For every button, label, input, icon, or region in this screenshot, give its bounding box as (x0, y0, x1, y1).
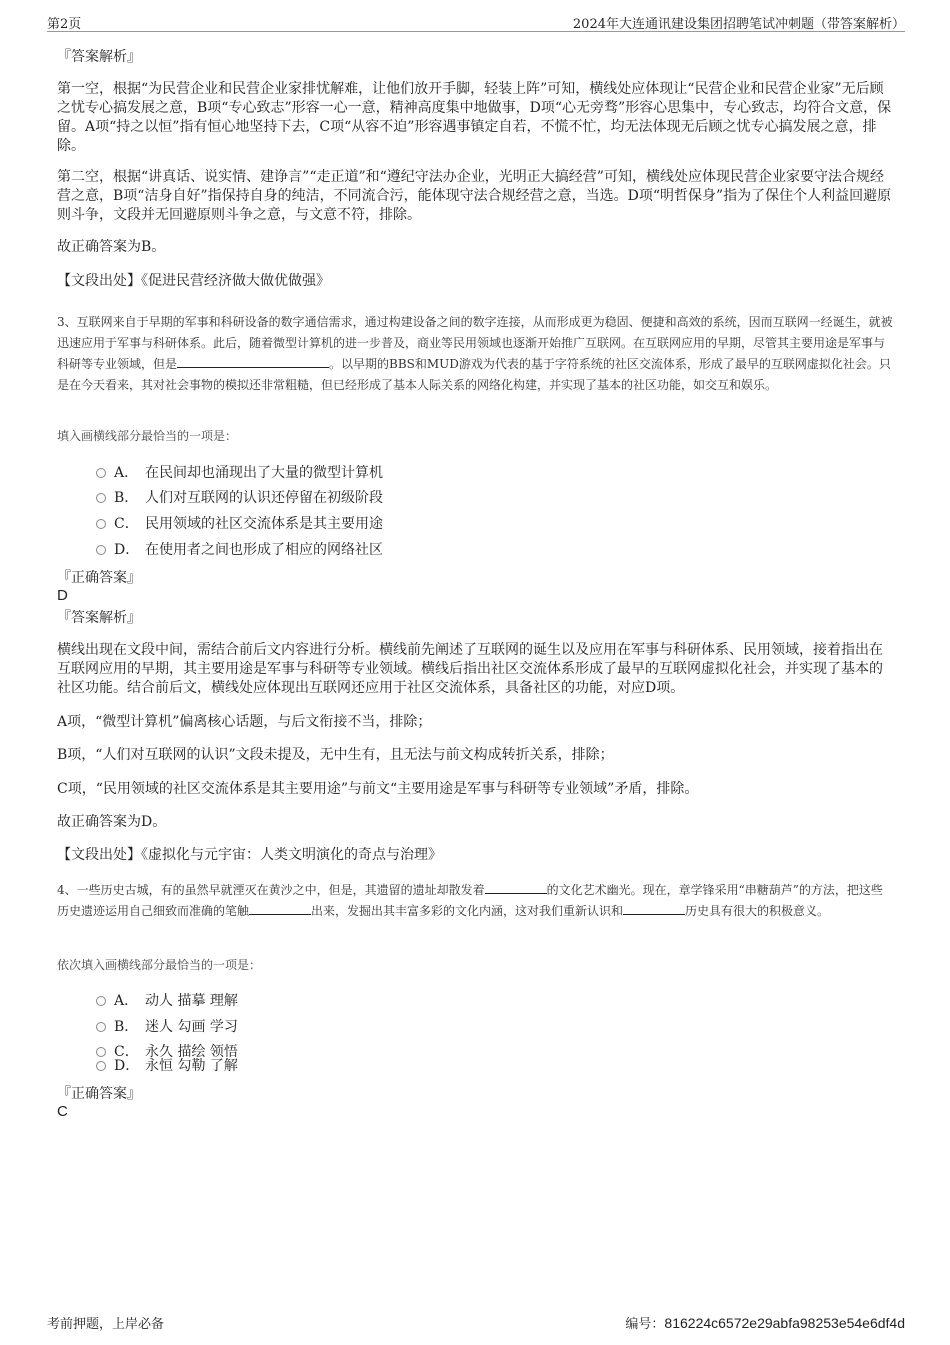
q3-blank (177, 356, 329, 368)
q4-correct-answer: C (57, 1103, 68, 1120)
q3-analysis-b: B项，“人们对互联网的认识”文段未提及，无中生有，且无法与前文构成转折关系，排除； (57, 747, 614, 763)
page-footer (47, 1313, 905, 1331)
q2-analysis-para-2: 第二空，根据“讲真话、说实情、建诤言”“走正道”和“遵纪守法办企业，光明正大搞经营”可知，横线处应体现民营企业家要守法合规经营之意，B项“洁身自好”指保持自身的纯洁，不同流合污，能体现守法合规经营之意，当选。D项“明哲保身”指为了保住个人利益回避原则斗争，文段并无回避原则斗争之意，与文意不符，排除。 (57, 169, 892, 223)
document-code: 816224c6572e29abfa98253e54e6df4d (664, 1315, 905, 1331)
q3-conclusion: 故正确答案为D。 (57, 814, 167, 830)
q3-analysis-a: A项，“微型计算机”偏离核心话题，与后文衔接不当，排除； (57, 714, 432, 730)
q4-option-b[interactable]: B． 迷人 勾画 学习 (96, 1018, 238, 1036)
q4-option-a[interactable]: A． 动人 描摹 理解 (96, 992, 238, 1010)
q3-analysis-c: C项，“民用领域的社区交流体系是其主要用途”与前文“主要用途是军事与科研等专业领域”矛盾，排除。 (57, 781, 699, 797)
q4-blank-2 (249, 903, 311, 915)
q4-ask: 依次填入画横线部分最恰当的一项是： (57, 958, 262, 972)
q4-blank-3 (623, 903, 685, 915)
q3-ask: 填入画横线部分最恰当的一项是： (57, 429, 238, 443)
radio-icon[interactable] (96, 519, 106, 529)
q2-source: 【文段出处】《促进民营经济做大做优做强》 (57, 273, 330, 289)
q3-stem-after: 。以早期的BBS和MUD游戏为代表的基于字符系统的社区交流体系，形成了最早的互联网虚拟化社会。只是在今天看来，其对社会事物的模拟还非常粗糙，但已经形成了基本人际关系的网络化构建，并实现了基本的社区功能，如交互和娱乐。 (57, 357, 891, 392)
q3-analysis-label: 『答案解析』 (57, 610, 141, 626)
q3-option-b[interactable]: B． 人们对互联网的认识还停留在初级阶段 (96, 489, 383, 507)
radio-icon[interactable] (96, 996, 106, 1006)
q2-analysis-para-1: 第一空，根据“为民营企业和民营企业家排忧解难，让他们放开手脚，轻装上阵”可知，横线处应体现让“民营企业和民营企业家”无后顾之忧专心搞发展之意，B项“专心致志”形容一心一意，精神高度集中地做事，D项“心无旁骛”形容心思集中，专心致志，均符合文意，保留。A项“持之以恒”指有恒心地坚持下去，C项“从容不迫”形容遇事镇定自若，不慌不忙，均无法体现无后顾之忧专心搞发展之意，排除。 (57, 81, 892, 154)
document-title: 2024年大连通讯建设集团招聘笔试冲刺题（带答案解析） (572, 17, 905, 32)
q4-option-c[interactable]: C． 永久 描绘 领悟 (96, 1043, 238, 1061)
q3-option-a[interactable]: A． 在民间却也涌现出了大量的微型计算机 (96, 464, 383, 482)
q2-conclusion: 故正确答案为B。 (57, 239, 166, 255)
q3-stem (57, 312, 893, 396)
radio-icon[interactable] (96, 493, 106, 503)
page-header (47, 12, 905, 32)
q3-source: 【文段出处】《虚拟化与元宇宙：人类文明演化的奇点与治理》 (57, 847, 442, 863)
q3-option-c[interactable]: C． 民用领域的社区交流体系是其主要用途 (96, 515, 383, 533)
q4-option-d[interactable]: D． 永恒 勾勒 了解 (96, 1057, 238, 1075)
q3-stem-before: 3、互联网来自于早期的军事和科研设备的数字通信需求，通过构建设备之间的数字连接，从而形成更为稳固、便捷和高效的系统，因而互联网一经诞生，就被迅速应用于军事与科研体系。此后，随着微型计算机的进一步普及，商业等民用领域也逐渐开始推广互联网。在互联网应用的早期，尽管其主要用途是军事与科研等专业领域，但是 (57, 315, 893, 371)
q3-correct-answer: D (57, 587, 68, 604)
radio-icon[interactable] (96, 1047, 106, 1057)
q4-correct-label: 『正确答案』 (57, 1086, 141, 1102)
q3-analysis-main: 横线出现在文段中间，需结合前后文内容进行分析。横线前先阐述了互联网的诞生以及应用在军事与科研体系、民用领域，接着指出在互联网应用的早期，其主要用途是军事与科研等专业领域。横线后指出社区交流体系形成了最早的互联网虚拟化社会，并实现了基本的社区功能。结合前后文，横线处应体现出互联网还应用于社区交流体系，具备社区的功能，对应D项。 (57, 642, 883, 696)
radio-icon[interactable] (96, 1022, 106, 1032)
q4-blank-1 (485, 882, 547, 894)
q3-correct-label: 『正确答案』 (57, 570, 141, 586)
footer-slogan: 考前押题，上岸必备 (47, 1317, 165, 1332)
q3-option-d[interactable]: D． 在使用者之间也形成了相应的网络社区 (96, 541, 383, 559)
page-number: 第2页 (47, 17, 82, 32)
radio-icon[interactable] (96, 1061, 106, 1071)
q4-stem: 4、一些历史古城，有的虽然早就湮灭在黄沙之中，但是，其遗留的遗址却散发着 的文化艺术幽光。现在，章学锋采用“串糖葫芦”的方法，把这些历史遗迹运用自己细致而准确的笔触 出来，发掘出其丰富多彩的文化内涵，这对我们重新认识和 历史具有很大的积极意义。 (57, 883, 883, 918)
radio-icon[interactable] (96, 545, 106, 555)
radio-icon[interactable] (96, 468, 106, 478)
footer-code: 编号：816224c6572e29abfa98253e54e6df4d (625, 1315, 905, 1332)
q2-analysis-label: 『答案解析』 (57, 49, 141, 65)
